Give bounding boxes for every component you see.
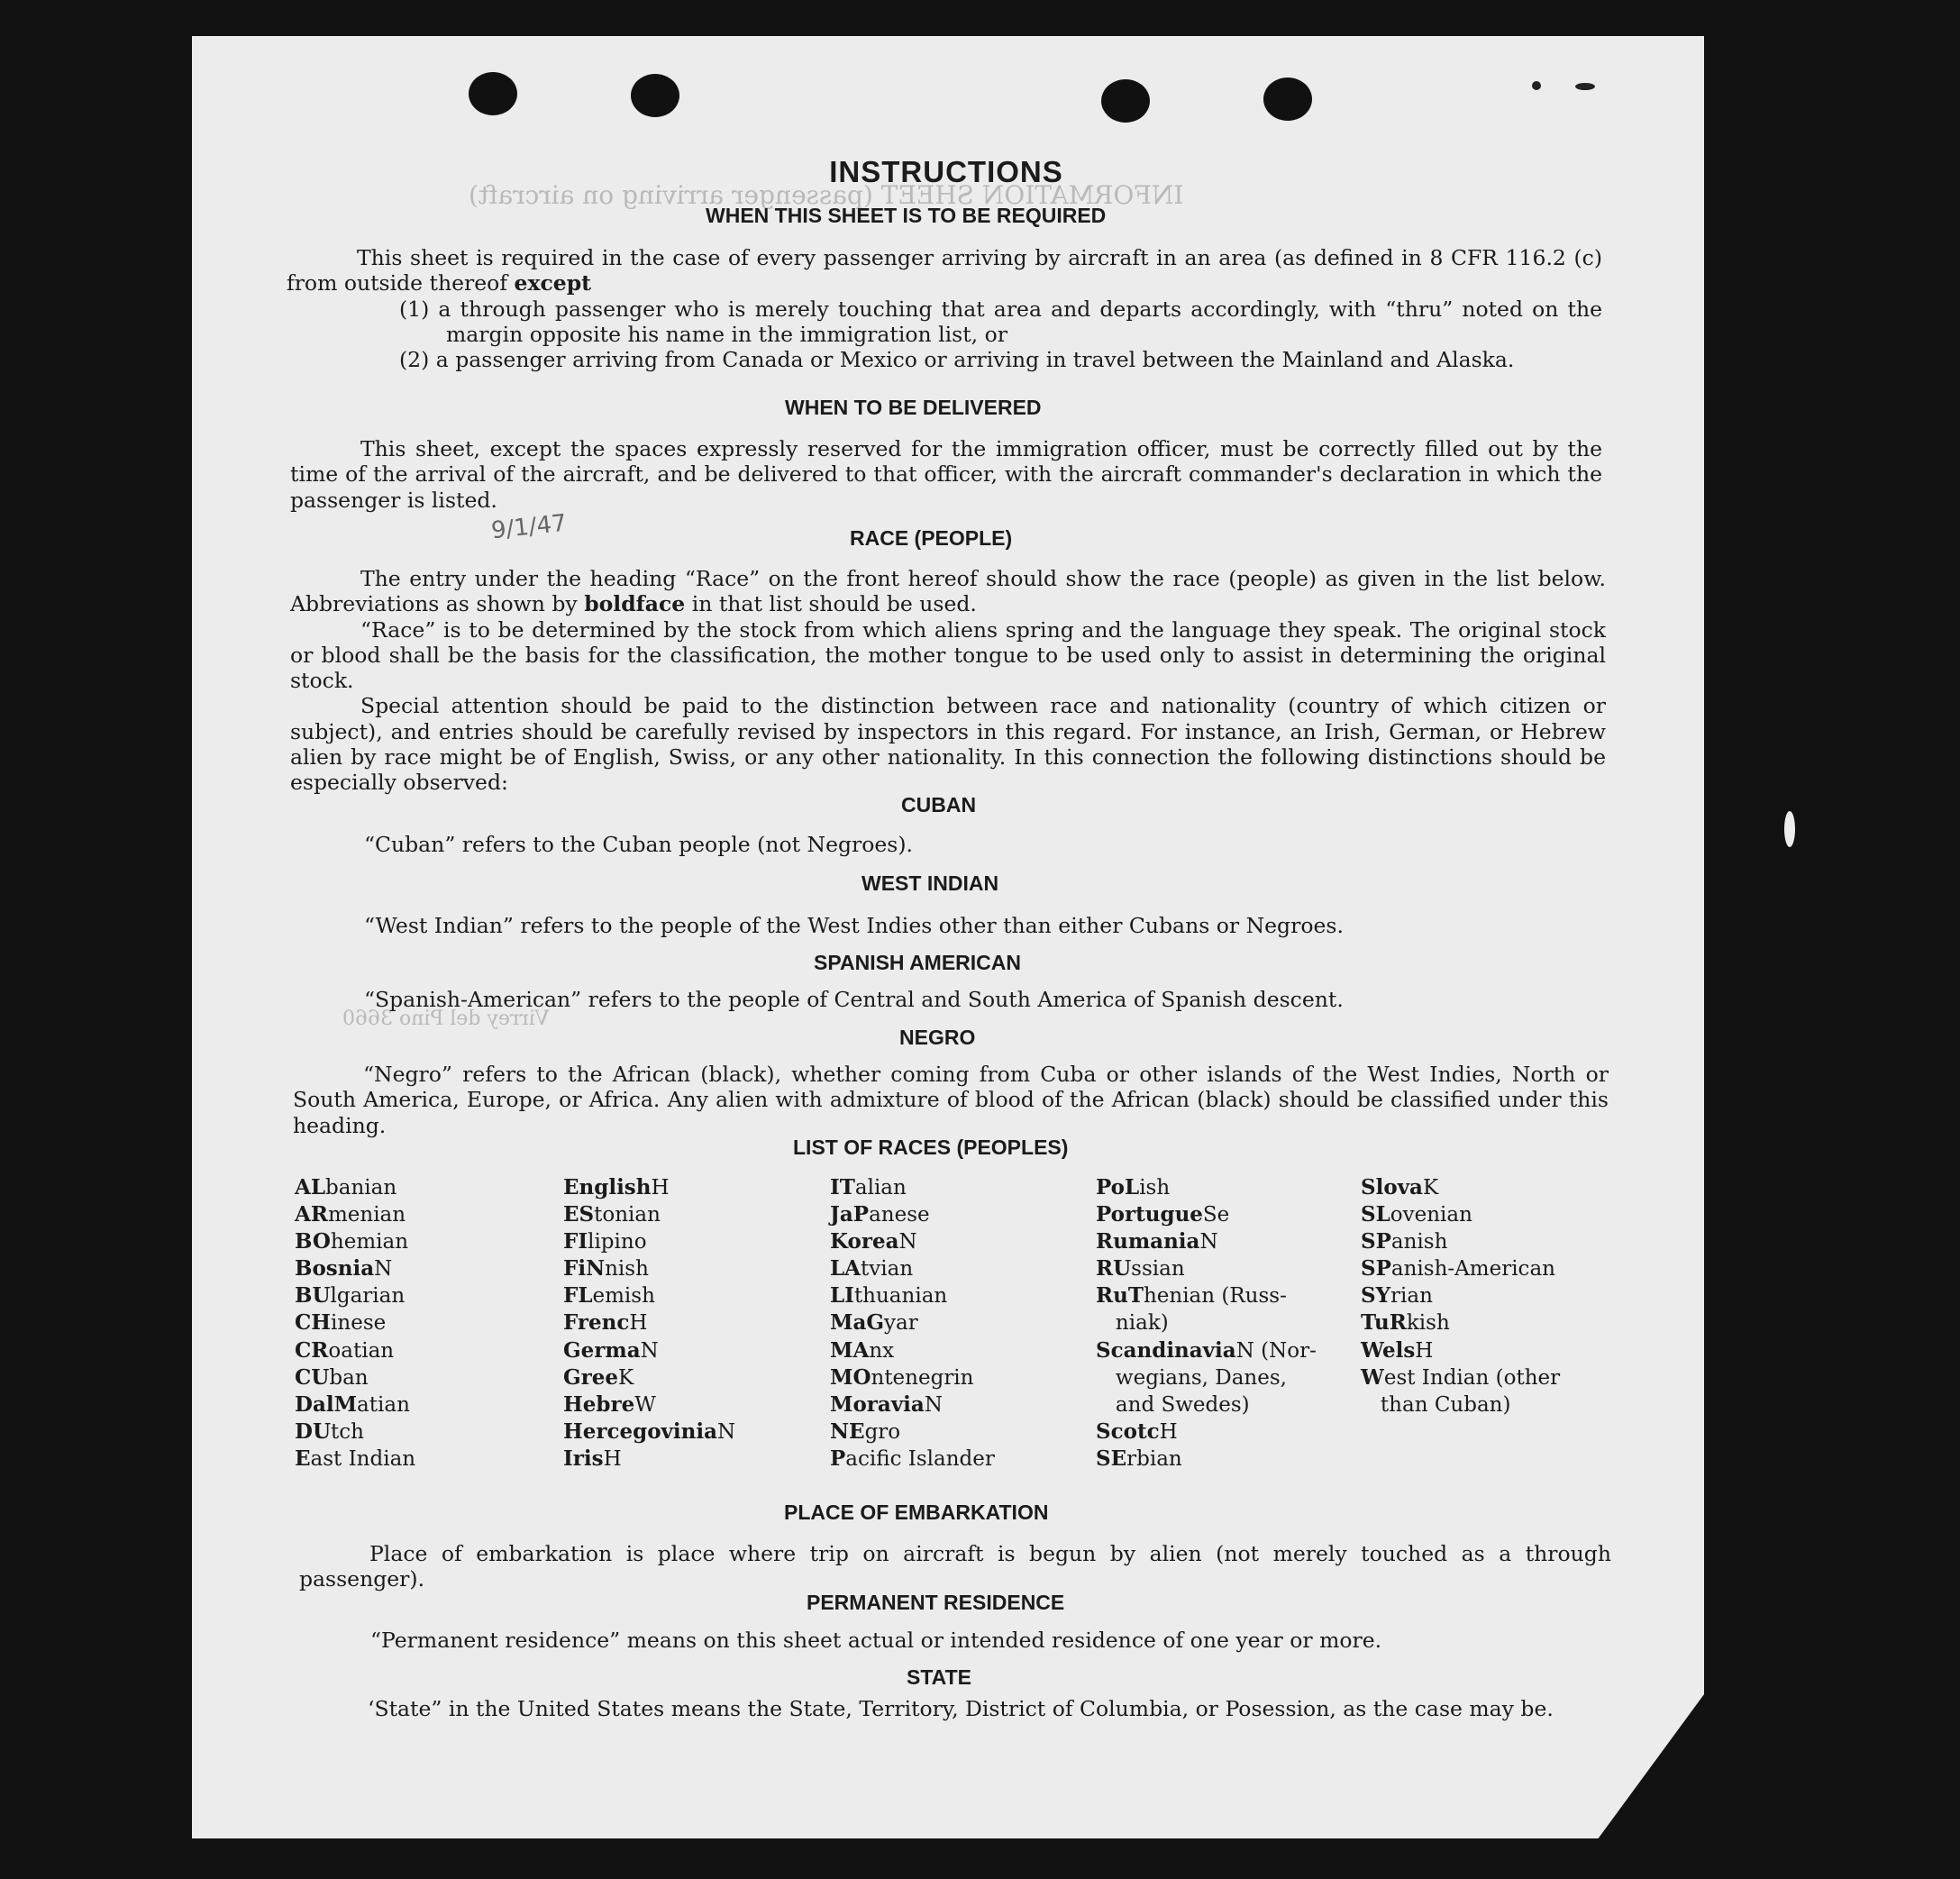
race-entry: BosniaN xyxy=(295,1256,393,1282)
race-entry: CHinese xyxy=(295,1310,387,1336)
race-entry: DUtch xyxy=(295,1418,364,1444)
section-heading: PLACE OF EMBARKATION xyxy=(784,1500,1049,1524)
section-text: “Spanish-American” refers to the people of Central and South America of Spanish descent. xyxy=(364,987,1344,1012)
punch-hole xyxy=(1101,79,1150,123)
race-entry: TuRkish xyxy=(1361,1310,1450,1336)
race-entry: SPanish-American xyxy=(1361,1256,1555,1282)
race-entry: KoreaN xyxy=(830,1229,917,1254)
race-entry: PoLish xyxy=(1096,1175,1171,1199)
race-entry: IrisH xyxy=(563,1446,622,1471)
race-entry: FLemish xyxy=(563,1283,655,1309)
race-entry: MoraviaN xyxy=(830,1391,943,1417)
section-text: The entry under the heading “Race” on the front hereof should show the race (people) as given in the list below. Abbreviations as shown by boldface in that list should be used. “Race” is to be determined by the stock from which aliens spring and the language they speak. The original stock or blood shall be the basis for the classification, the mother tongue to be used only to assist in determining the original stock. Special attention should be paid to the distinction between race and nationality (country of which citizen or subject), and entries should be carefully revised by inspectors in this regard. For instance, an Irish, German, or Hebrew alien by race might be of English, Swiss, or any other nationality. In this connection the following distinctions should be especially observed: xyxy=(290,566,1606,796)
race-entry: BUlgarian xyxy=(295,1283,406,1309)
race-entry: RumaniaN xyxy=(1096,1229,1218,1254)
race-entry: Pacific Islander xyxy=(830,1446,995,1471)
race-entry: RuThenian (Russ- xyxy=(1096,1283,1287,1309)
race-entry: West Indian (other xyxy=(1361,1364,1561,1390)
section-heading: CUBAN xyxy=(901,793,977,816)
section-text: “West Indian” refers to the people of the West Indies other than either Cubans or Negroes. xyxy=(364,913,1344,938)
section-text: This sheet is required in the case of every passenger arriving by aircraft in an area (as defined in 8 CFR 116.2 (c) from outside thereof except (1) a through passenger who is merely touching that area and departs accordingly, with “thru” noted on the margin opposite his name in the immigration list, or (2) a passenger arriving from Canada or Mexico or arriving in travel between the Mainland and Alaska. xyxy=(287,245,1602,373)
race-entry: EnglishH xyxy=(563,1175,670,1199)
race-entry: SErbian xyxy=(1096,1446,1182,1471)
race-entry: HebreW xyxy=(563,1391,656,1417)
race-entry: MOntenegrin xyxy=(830,1364,974,1390)
race-entry: DalMatian xyxy=(295,1391,410,1417)
race-entry: SLovenian xyxy=(1361,1202,1472,1227)
race-entry: NEgro xyxy=(830,1418,901,1444)
race-entry: ARmenian xyxy=(295,1202,406,1227)
race-entry: MaGyar xyxy=(830,1310,918,1336)
race-entry: RUssian xyxy=(1096,1256,1185,1282)
race-entry: ScotcH xyxy=(1096,1418,1178,1444)
race-entry: BOhemian xyxy=(295,1229,409,1254)
section-heading: RACE (PEOPLE) xyxy=(850,526,1013,550)
race-entry: than Cuban) xyxy=(1361,1392,1511,1417)
speck xyxy=(1784,811,1795,847)
race-entry: FiNnish xyxy=(563,1256,649,1282)
page-title: INSTRUCTIONS xyxy=(829,155,1063,188)
race-entry: WelsH xyxy=(1361,1337,1434,1363)
race-entry: HercegoviniaN xyxy=(563,1418,736,1444)
race-column xyxy=(295,1174,415,1473)
section-text: “Permanent residence” means on this sheet actual or intended residence of one year or more. xyxy=(370,1628,1382,1653)
race-entry: wegians, Danes, xyxy=(1096,1365,1287,1390)
race-entry: SlovaK xyxy=(1361,1175,1439,1199)
race-entry: SPanish xyxy=(1361,1229,1448,1254)
race-entry: LIthuanian xyxy=(830,1283,948,1309)
section-text: Place of embarkation is place where trip on aircraft is begun by alien (not merely touched as a through passenger). xyxy=(299,1541,1611,1592)
race-entry: FrencH xyxy=(563,1310,648,1336)
handwritten-note: 9/1/47 xyxy=(489,509,569,545)
race-entry: PortugueSe xyxy=(1096,1202,1230,1227)
section-text: “Cuban” refers to the Cuban people (not Negroes). xyxy=(364,832,914,857)
section-heading: LIST OF RACES (PEOPLES) xyxy=(793,1136,1069,1159)
race-entry: MAnx xyxy=(830,1337,895,1363)
speck xyxy=(1575,83,1595,90)
race-entry: East Indian xyxy=(295,1446,416,1471)
race-entry: ScandinaviaN (Nor- xyxy=(1096,1337,1317,1363)
punch-hole xyxy=(631,74,679,117)
section-heading: SPANISH AMERICAN xyxy=(814,951,1022,974)
race-column xyxy=(830,1174,995,1473)
section-heading: WHEN THIS SHEET IS TO BE REQUIRED xyxy=(706,204,1107,227)
section-heading: NEGRO xyxy=(899,1026,976,1049)
section-text: ‘State” in the United States means the State, Territory, District of Columbia, or Posession, as the case may be. xyxy=(368,1696,1554,1721)
punch-hole xyxy=(469,72,517,115)
punch-hole xyxy=(1263,78,1312,121)
race-column xyxy=(1096,1174,1317,1473)
race-entry: JaPanese xyxy=(830,1202,930,1227)
section-heading: WHEN TO BE DELIVERED xyxy=(785,396,1042,419)
race-entry: GermaN xyxy=(563,1337,659,1363)
race-entry: CRoatian xyxy=(295,1337,395,1363)
race-column xyxy=(1361,1174,1560,1418)
race-entry: niak) xyxy=(1096,1311,1169,1336)
speck xyxy=(1532,81,1541,90)
race-entry: LAtvian xyxy=(830,1256,914,1282)
race-entry: CUban xyxy=(295,1364,369,1390)
race-column xyxy=(563,1174,735,1473)
section-text: This sheet, except the spaces expressly reserved for the immigration officer, must be correctly filled out by the time of the arrival of the aircraft, and be delivered to that officer, with the aircraft commander's declaration in which the passenger is listed. xyxy=(290,436,1602,513)
bleed-through-text: Virrey del Pino 3660 xyxy=(342,1008,550,1030)
race-entry: SYrian xyxy=(1361,1283,1433,1309)
section-heading: WEST INDIAN xyxy=(861,871,999,895)
section-heading: STATE xyxy=(907,1665,971,1689)
section-text: “Negro” refers to the African (black), whether coming from Cuba or other islands of the West Indies, North or South America, Europe, or Africa. Any alien with admixture of blood of the African (black) should be classified under this heading. xyxy=(293,1062,1609,1138)
race-entry: GreeK xyxy=(563,1364,634,1390)
race-entry: EStonian xyxy=(563,1202,661,1227)
bleed-through-text: INFORMATION SHEET (passenger arriving on aircraft) xyxy=(469,180,1184,210)
race-entry: FIlipino xyxy=(563,1229,647,1254)
section-heading: PERMANENT RESIDENCE xyxy=(807,1591,1065,1614)
race-entry: and Swedes) xyxy=(1096,1392,1250,1417)
race-entry: ITalian xyxy=(830,1175,907,1199)
race-entry: ALbanian xyxy=(295,1175,397,1199)
